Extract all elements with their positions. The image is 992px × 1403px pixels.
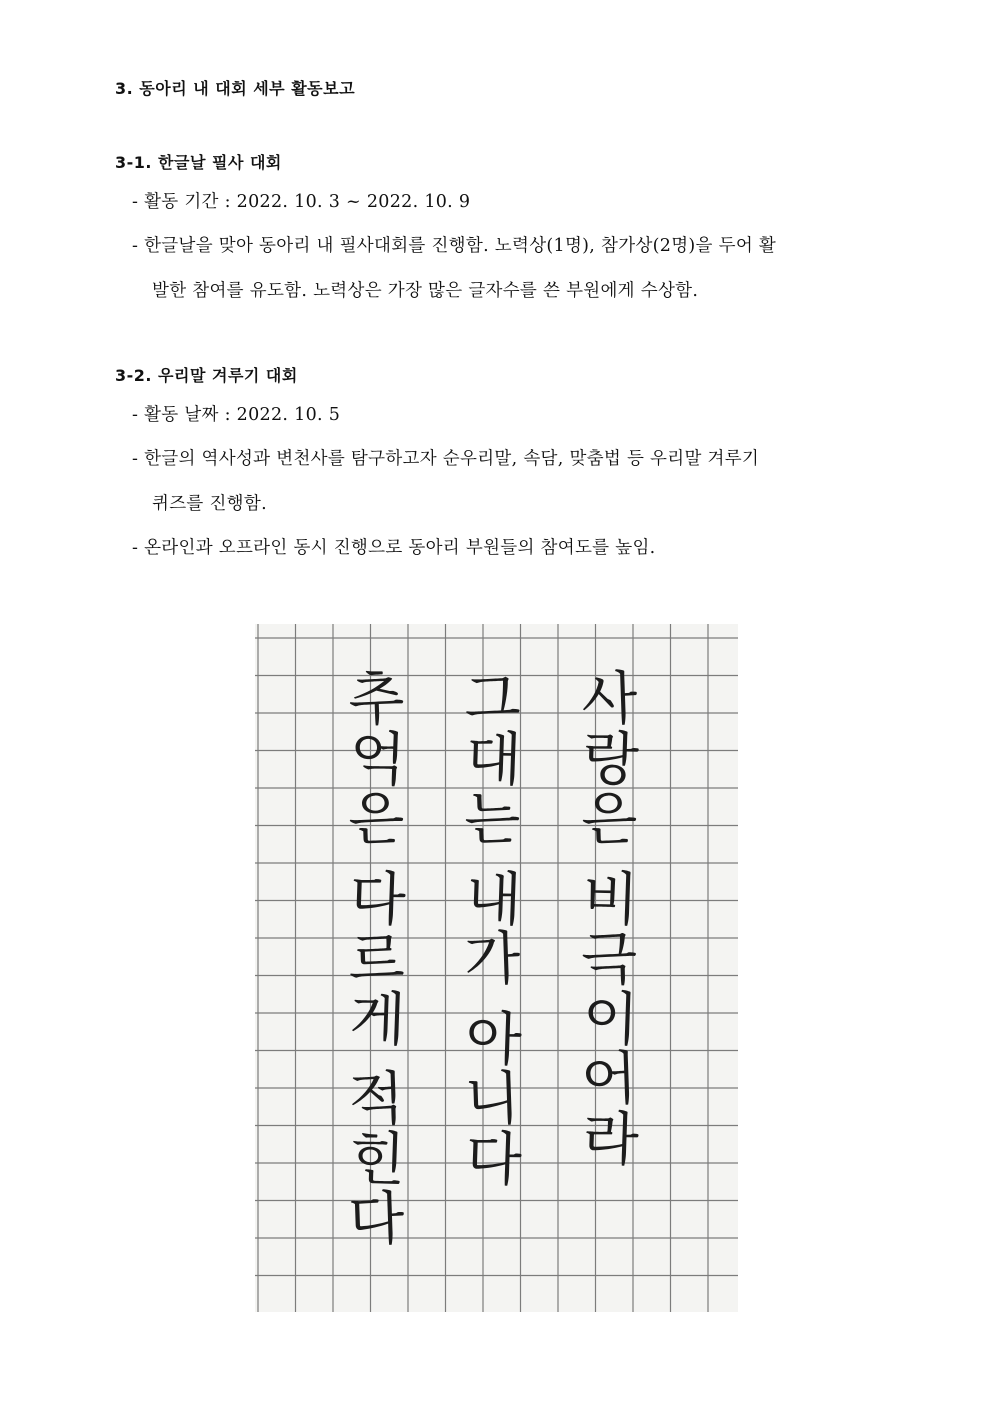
sub1-desc-2: 발한 참여를 유도함. 노력상은 가장 많은 글자수를 쓴 부원에게 수상함.	[152, 281, 699, 301]
calligraphy-char: 아	[464, 1004, 523, 1074]
calligraphy-char: 그	[463, 664, 522, 734]
calligraphy-char: 니	[463, 1064, 522, 1134]
calligraphy-char: 극	[580, 924, 639, 994]
calligraphy-char: 다	[464, 1124, 523, 1194]
calligraphy-char: 가	[463, 924, 522, 994]
sub2-desc-2: 퀴즈를 진행함.	[152, 494, 267, 514]
calligraphy-char: 비	[581, 864, 640, 934]
grid-paper	[255, 624, 738, 1312]
calligraphy-char: 르	[347, 924, 406, 994]
calligraphy-char: 적	[347, 1064, 406, 1134]
sub1-period: - 활동 기간 : 2022. 10. 3 ~ 2022. 10. 9	[132, 192, 471, 212]
sub2-date: - 활동 날짜 : 2022. 10. 5	[132, 405, 341, 425]
calligraphy-char: 는	[463, 784, 522, 854]
calligraphy-char: 은	[580, 784, 639, 854]
calligraphy-char: 랑	[581, 724, 640, 794]
calligraphy-column	[580, 664, 640, 1174]
sub2-desc-3: - 온라인과 오프라인 동시 진행으로 동아리 부원들의 참여도를 높임.	[132, 538, 656, 558]
calligraphy-photo	[255, 624, 738, 1312]
calligraphy-char: 대	[464, 724, 523, 794]
section-title: 3. 동아리 내 대회 세부 활동보고	[115, 79, 356, 98]
calligraphy-char: 이	[581, 984, 640, 1054]
calligraphy-column	[463, 664, 523, 1194]
calligraphy-char: 사	[580, 664, 639, 734]
calligraphy-char: 은	[347, 784, 406, 854]
sub2-title: 3-2. 우리말 겨루기 대회	[115, 366, 298, 385]
calligraphy-char: 억	[348, 724, 407, 794]
calligraphy-char: 추	[347, 664, 406, 734]
calligraphy-char: 어	[580, 1044, 639, 1114]
sub2-desc-1: - 한글의 역사성과 변천사를 탐구하고자 순우리말, 속담, 맞춤법 등 우리말 겨루기	[132, 449, 760, 469]
sub1-desc-1: - 한글날을 맞아 동아리 내 필사대회를 진행함. 노력상(1명), 참가상(2명)을 두어 활	[132, 236, 777, 256]
calligraphy-column	[347, 664, 407, 1254]
calligraphy-char: 다	[347, 1184, 406, 1254]
calligraphy-char: 라	[581, 1104, 640, 1174]
calligraphy-char: 게	[348, 984, 407, 1054]
calligraphy-char: 다	[348, 864, 407, 934]
calligraphy-char: 내	[464, 864, 523, 934]
calligraphy-char: 힌	[348, 1124, 407, 1194]
sub1-title: 3-1. 한글날 필사 대회	[115, 153, 282, 172]
